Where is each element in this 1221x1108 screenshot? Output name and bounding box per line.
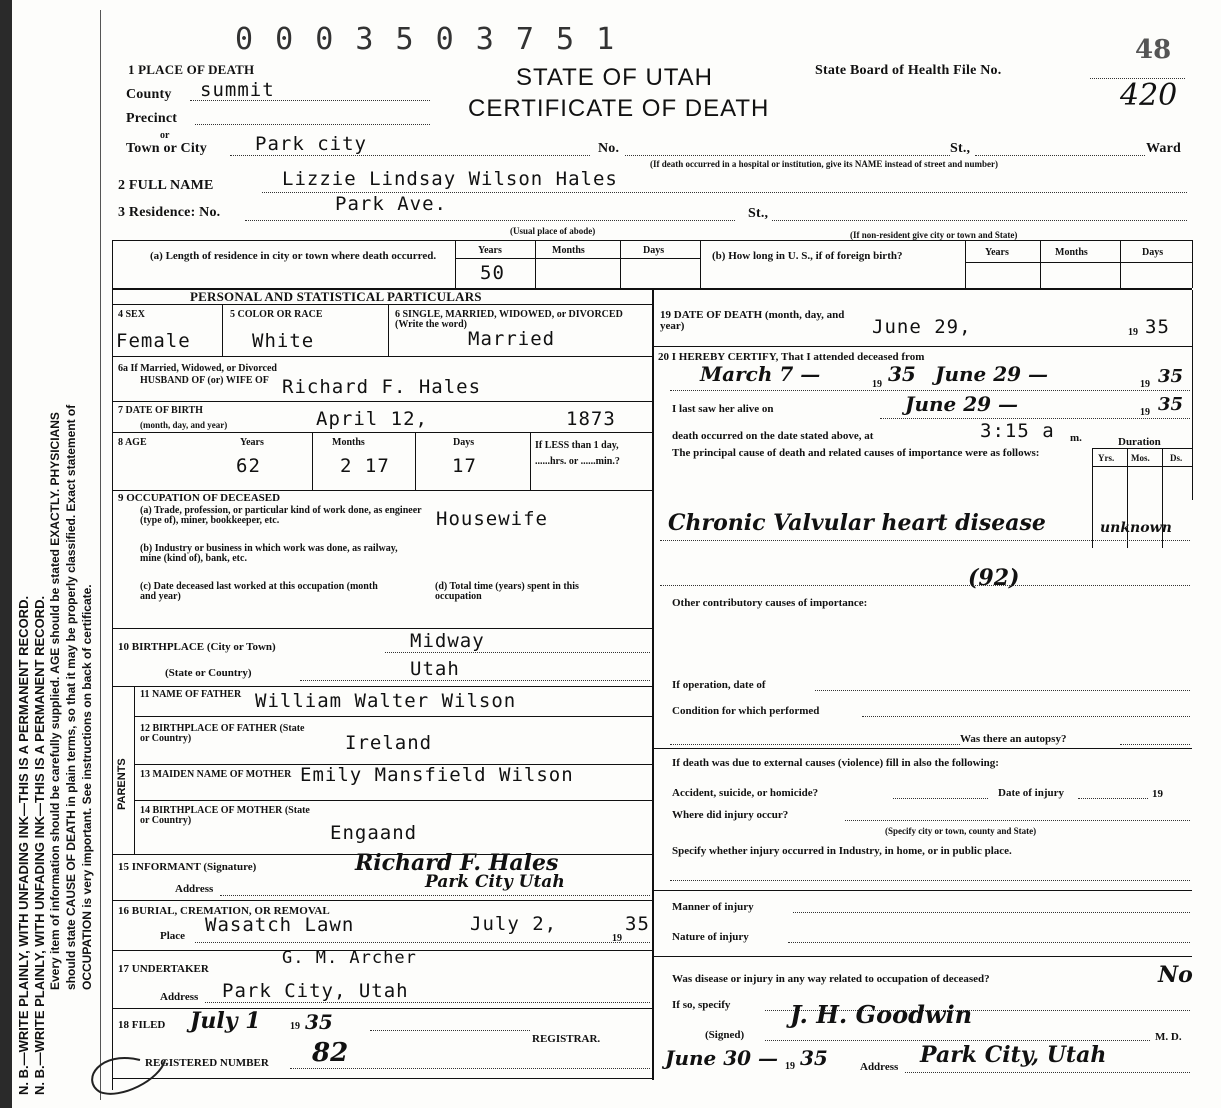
birthplace-value: Midway (410, 630, 485, 652)
from-nineteen: 19 (872, 379, 882, 390)
md-label: M. D. (1155, 1031, 1182, 1043)
certificate-title: CERTIFICATE OF DEATH (468, 95, 770, 122)
burial-place-value: Wasatch Lawn (205, 914, 355, 936)
street-number-label: No. (598, 141, 620, 156)
county-label: County (126, 87, 172, 102)
manner-label: Manner of injury (672, 901, 754, 913)
less-than-day: If LESS than 1 day, ......hrs. or ......min.? (535, 440, 620, 467)
time-label: death occurred on the date stated above, at (672, 430, 874, 442)
age-days-header: Days (453, 437, 475, 448)
duration-header: Duration (1118, 436, 1161, 448)
father-value: William Walter Wilson (255, 690, 517, 712)
informant-signature: Richard F. Hales (355, 850, 559, 876)
burial-label: 16 BURIAL, CREMATION, OR REMOVAL (118, 905, 330, 917)
attended-from: March 7 — (700, 362, 821, 386)
autopsy-label: Was there an autopsy? (960, 733, 1067, 745)
precinct-label: Precinct (126, 111, 178, 126)
parents-label: PARENTS (116, 758, 128, 810)
foreign-years-header: Years (985, 247, 1009, 258)
serial-number: 0 0 0 3 5 0 3 7 5 1 (235, 22, 617, 57)
filed-label: 18 FILED (118, 1019, 166, 1031)
sex-value: Female (116, 330, 191, 352)
or-label: or (160, 130, 170, 141)
burial-date-value: July 2, (470, 913, 558, 935)
street-label: St., (950, 141, 971, 156)
registered-number: 82 (312, 1038, 349, 1068)
dod-value: June 29, (872, 316, 972, 338)
spouse-label-b: HUSBAND OF (or) WIFE OF (140, 375, 269, 386)
dod-label: 19 DATE OF DEATH (month, day, and year) (660, 309, 845, 332)
place-of-death-heading: 1 PLACE OF DEATH (128, 62, 255, 77)
residence-value: Park Ave. (335, 193, 447, 215)
occupation-related-value: No (1158, 962, 1193, 988)
burial-place-label: Place (160, 930, 186, 942)
sidebar-warning-2: N. B.—WRITE PLAINLY, WITH UNFADING INK—THIS IS A PERMANENT RECORD. (32, 595, 47, 1095)
if-so-label: If so, specify (672, 999, 731, 1011)
foreign-days-header: Days (1142, 247, 1164, 258)
informant-address: Park City Utah (425, 872, 565, 892)
cause-label: The principal cause of death and related causes of importance were as follows: (672, 447, 1040, 459)
last-saw-date: June 29 — (905, 392, 1019, 416)
left-margin-strip (0, 0, 12, 1108)
occupation-related-label: Was disease or injury in any way related to occupation of deceased? (672, 973, 990, 985)
age-months-value: 2 17 (340, 455, 390, 477)
condition-label: Condition for which performed (672, 705, 820, 717)
accident-label: Accident, suicide, or homicide? (672, 787, 819, 799)
where-label: Where did injury occur? (672, 809, 789, 821)
sign-nineteen: 19 (785, 1061, 795, 1072)
foreign-birth-label: (b) How long in U. S., if of foreign birth? (712, 250, 903, 262)
sidebar-warning-1: N. B.—WRITE PLAINLY, WITH UNFADING INK—THIS IS A PERMANENT RECORD. (16, 595, 31, 1095)
spouse-value: Richard F. Hales (282, 376, 482, 398)
father-birthplace-label: 12 BIRTHPLACE OF FATHER (State or Country) (140, 723, 305, 744)
last-saw-year: 35 (1158, 394, 1184, 415)
filed-nineteen: 19 (290, 1021, 300, 1032)
mother-birthplace-value: Engaand (330, 822, 418, 844)
undertaker-address-label: Address (160, 991, 199, 1003)
burial-year-value: 35 (625, 913, 650, 935)
sidebar-instruction-1: Every item of information should be carefully supplied. AGE should be stated EXACTLY. PHYSICIANS (48, 412, 62, 990)
age-months-header: Months (332, 437, 365, 448)
physician-address: Park City, Utah (920, 1042, 1107, 1068)
center-divider (652, 290, 654, 1080)
personal-heading: PERSONAL AND STATISTICAL PARTICULARS (190, 289, 482, 304)
undertaker-label: 17 UNDERTAKER (118, 963, 209, 975)
duration-days-header: Ds. (1170, 453, 1183, 463)
age-years-value: 62 (236, 455, 261, 477)
physician-signature: J. H. Goodwin (790, 1000, 973, 1029)
sign-year: 35 (800, 1046, 828, 1070)
file-number-top: 48 (1135, 35, 1172, 65)
informant-label: 15 INFORMANT (Signature) (118, 861, 257, 873)
marital-value: Married (468, 328, 556, 350)
cause-code: (92) (968, 565, 1020, 591)
dob-label: 7 DATE OF BIRTH (118, 405, 203, 416)
cause-duration: unknown (1100, 520, 1172, 536)
where-note: (Specify city or town, county and State) (885, 826, 1037, 836)
filed-date: July 1 (190, 1008, 261, 1034)
age-years-header: Years (240, 437, 264, 448)
non-resident-note: (If non-resident give city or town and State) (850, 230, 1018, 240)
residence-years-header: Years (478, 245, 502, 256)
color-label: 5 COLOR OR RACE (230, 309, 323, 320)
operation-label: If operation, date of (672, 679, 766, 691)
nature-label: Nature of injury (672, 931, 749, 943)
undertaker-address-value: Park City, Utah (222, 980, 409, 1002)
spouse-label-a: 6a If Married, Widowed, or Divorced (118, 363, 277, 374)
birthplace-label: 10 BIRTHPLACE (City or Town) (118, 641, 276, 653)
town-value: Park city (255, 133, 367, 155)
occupation-d-label: (d) Total time (years) spent in this occupation (435, 581, 579, 602)
residence-days-header: Days (643, 245, 665, 256)
foreign-months-header: Months (1055, 247, 1088, 258)
attended-to: June 29 — (935, 362, 1049, 386)
to-nineteen: 19 (1140, 379, 1150, 390)
father-label: 11 NAME OF FATHER (140, 689, 242, 700)
injury-nineteen: 19 (1152, 788, 1163, 800)
registrar-label: REGISTRAR. (532, 1033, 601, 1045)
last-nineteen: 19 (1140, 407, 1150, 418)
occupation-value: Housewife (436, 508, 548, 530)
usual-abode-note: (Usual place of abode) (510, 226, 596, 236)
birth-state-value: Utah (410, 658, 460, 680)
undertaker-value: G. M. Archer (282, 948, 417, 968)
external-causes-label: If death was due to external causes (violence) fill in also the following: (672, 757, 999, 769)
marital-label: 6 SINGLE, MARRIED, WIDOWED, or DIVORCED (Write the word) (395, 309, 623, 330)
dob-value: April 12, (316, 408, 428, 430)
dod-year: 35 (1145, 316, 1170, 338)
sex-label: 4 SEX (118, 309, 145, 320)
registered-number-label: REGISTERED NUMBER (145, 1057, 269, 1069)
filed-year: 35 (305, 1010, 333, 1034)
residence-years-value: 50 (480, 262, 505, 284)
file-number-label: State Board of Health File No. (815, 63, 1002, 78)
time-value: 3:15 a (980, 420, 1055, 442)
occupation-c-label: (c) Date deceased last worked at this occupation (month and year) (140, 581, 378, 602)
full-name-label: 2 FULL NAME (118, 178, 214, 193)
mother-value: Emily Mansfield Wilson (300, 764, 574, 786)
age-label: 8 AGE (118, 437, 147, 448)
color-value: White (252, 330, 315, 352)
file-number: 420 (1120, 78, 1178, 113)
dob-note: (month, day, and year) (140, 420, 228, 430)
county-value: summit (200, 79, 275, 101)
signed-label: (Signed) (705, 1029, 745, 1041)
ink-scribble (80, 1040, 170, 1100)
age-days-value: 17 (452, 455, 477, 477)
other-causes-label: Other contributory causes of importance: (672, 597, 868, 609)
sidebar-instruction-2: should state CAUSE OF DEATH in plain terms, so that it may be properly classified. Exact statement of (64, 404, 78, 990)
residence-label: 3 Residence: No. (118, 205, 221, 220)
occupation-label: 9 OCCUPATION OF DECEASED (118, 492, 281, 504)
mother-label: 13 MAIDEN NAME OF MOTHER (140, 769, 292, 780)
informant-address-label: Address (175, 883, 214, 895)
cause-value: Chronic Valvular heart disease (668, 510, 1046, 536)
certificate-state-title: STATE OF UTAH (516, 64, 713, 91)
residence-months-header: Months (552, 245, 585, 256)
to-year: 35 (1158, 366, 1184, 387)
from-year: 35 (888, 362, 916, 386)
duration-years-header: Yrs. (1098, 453, 1115, 463)
dod-nineteen: 19 (1128, 327, 1138, 338)
specify-place-label: Specify whether injury occurred in Industry, in home, or in public place. (672, 845, 1012, 857)
duration-months-header: Mos. (1131, 453, 1150, 463)
sidebar-instruction-3: OCCUPATION is very important. See instructions on back of certificate. (80, 584, 94, 990)
time-suffix: m. (1070, 432, 1082, 444)
injury-date-label: Date of injury (998, 787, 1064, 799)
certify-label: 20 I HEREBY CERTIFY, That I attended deceased from (658, 351, 925, 363)
sign-date: June 30 — (665, 1046, 779, 1070)
occupation-b-label: (b) Industry or business in which work was done, as railway, mine (kind of), bank, etc. (140, 543, 398, 564)
ward-label: Ward (1146, 141, 1182, 156)
mother-birthplace-label: 14 BIRTHPLACE OF MOTHER (State or Country) (140, 805, 310, 826)
burial-nineteen: 19 (612, 933, 622, 944)
occupation-a-label: (a) Trade, profession, or particular kind of work done, as engineer (type of), miner, bookkeeper, etc. (140, 505, 422, 526)
residence-street-label: St., (748, 206, 769, 221)
full-name-value: Lizzie Lindsay Wilson Hales (282, 168, 618, 190)
dob-year: 1873 (566, 408, 616, 430)
sidebar-divider (100, 10, 101, 1100)
hospital-note: (If death occurred in a hospital or institution, give its NAME instead of street and number) (650, 159, 999, 169)
father-birthplace-value: Ireland (345, 732, 433, 754)
birth-state-label: (State or Country) (165, 667, 252, 679)
town-label: Town or City (126, 141, 207, 156)
physician-address-label: Address (860, 1061, 899, 1073)
last-saw-label: I last saw her alive on (672, 403, 774, 415)
length-of-residence-label: (a) Length of residence in city or town where death occurred. (150, 250, 437, 262)
